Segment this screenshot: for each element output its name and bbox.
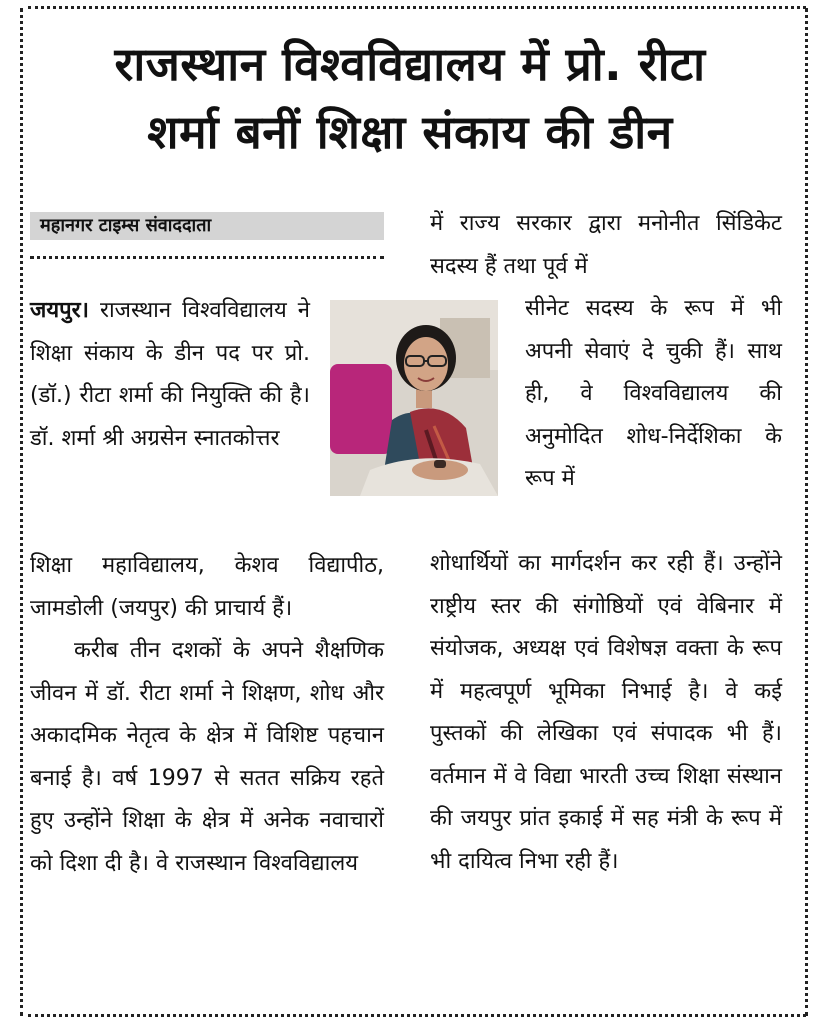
- portrait-illustration: [330, 300, 498, 496]
- headline: [30, 30, 790, 166]
- frame-bottom-dotted-border: [28, 1014, 806, 1017]
- article-right-column-wrap: सीनेट सदस्य के रूप में भी अपनी सेवाएं दे चुकी हैं। साथ ही, वे विश्वविद्यालय की अनुमोदित शोध-निर्देशिका के रूप में: [525, 296, 782, 491]
- article-right-column-top: में राज्य सरकार द्वारा मनोनीत सिंडिकेट सदस्य हैं तथा पूर्व में: [430, 211, 782, 279]
- article-right-column-bottom: शोधार्थियों का मार्गदर्शन कर रही हैं। उन्होंने राष्ट्रीय स्तर की संगोष्ठियों एवं वेबिनार में संयोजक, अध्यक्ष एवं विशेषज्ञ वक्ता के रूप में महत्वपूर्ण भूमिका निभाई है। वे कई पुस्तकों की लेखिका एवं संपादक भी हैं। वर्तमान में वे विद्या भारती उच्च शिक्षा संस्थान की जयपुर प्रांत इकाई में सह मंत्री के रूप में भी दायित्व निभा रही हैं।: [430, 551, 782, 874]
- article-paragraph-2-text: करीब तीन दशकों के अपने शैक्षणिक जीवन में डॉ. रीटा शर्मा ने शिक्षण, शोध और अकादमिक नेतृत्व के क्षेत्र में विशिष्ट पहचान बनाई है। वर्ष 1997 से सतत सक्रिय रहते हुए उन्होंने शिक्षा के क्षेत्र में अनेक नवाचारों को दिशा दी है। वे राजस्थान विश्वविद्यालय: [30, 638, 384, 876]
- article-intro-text: राजस्थान विश्वविद्यालय ने शिक्षा संकाय के डीन पद पर प्रो. (डॉ.) रीटा शर्मा की नियुक्ति की है। डॉ. शर्मा श्री अग्रसेन स्नातकोत्तर: [30, 298, 310, 451]
- article-left-column-top: [30, 290, 310, 460]
- frame-right-dotted-border: [805, 8, 808, 1016]
- byline: महानगर टाइम्स संवाददाता: [40, 215, 212, 236]
- frame-left-dotted-border: [20, 8, 23, 1016]
- frame-top-dotted-border: [28, 6, 806, 9]
- headline-line-2: शर्मा बनीं शिक्षा संकाय की डीन: [147, 105, 673, 159]
- article-left-column-bottom: [30, 545, 384, 885]
- article-intro-continued: शिक्षा महाविद्यालय, केशव विद्यापीठ, जामडोली (जयपुर) की प्राचार्य हैं।: [30, 553, 384, 621]
- article-paragraph-2: [30, 630, 384, 885]
- byline-dotted-divider: [30, 256, 384, 259]
- dateline-place: जयपुर।: [30, 298, 89, 323]
- headline-line-1: राजस्थान विश्वविद्यालय में प्रो. रीटा: [114, 37, 706, 91]
- portrait-photo: [330, 300, 498, 496]
